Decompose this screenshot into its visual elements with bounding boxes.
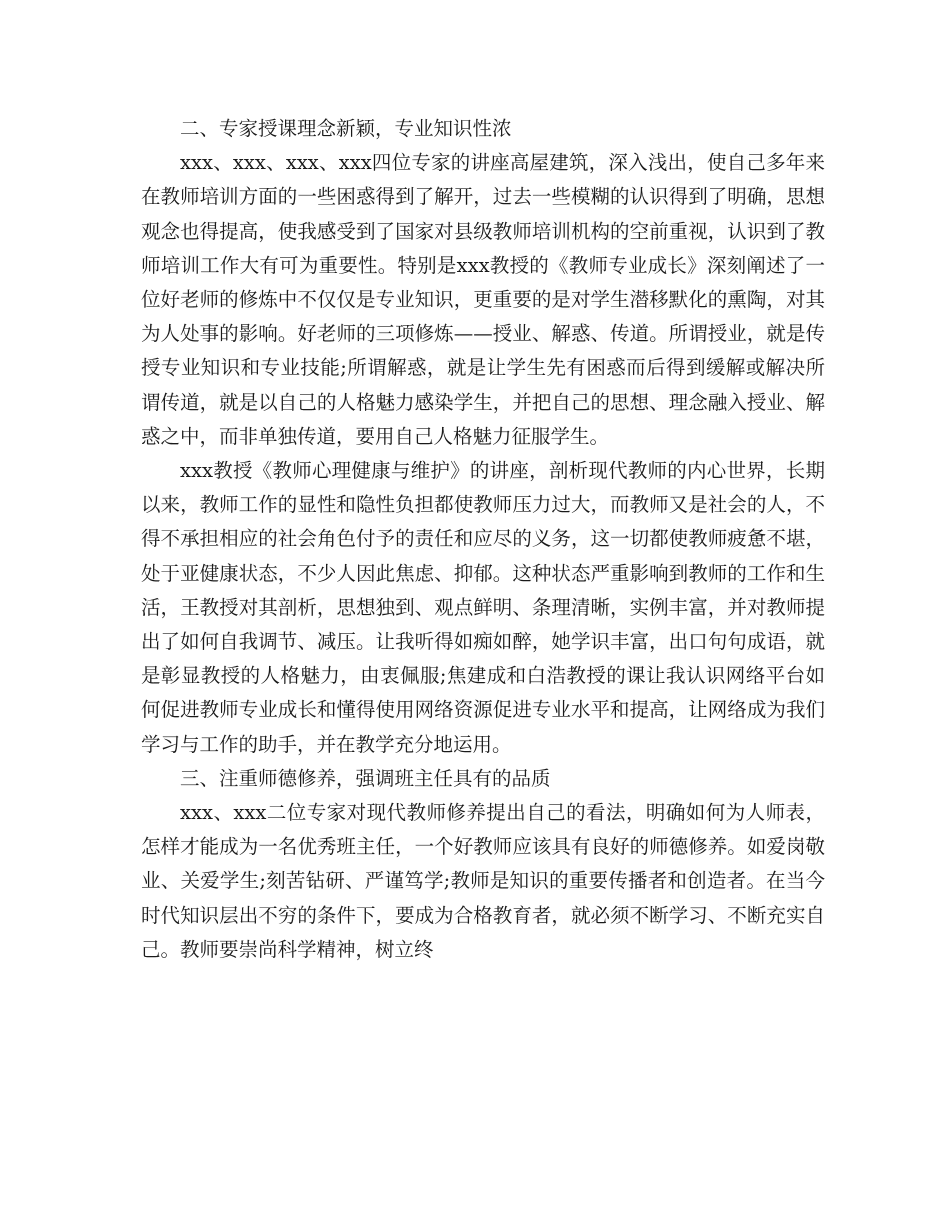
- document-body: [141, 112, 825, 967]
- paragraph-teacher-ethics: xxx、xxx二位专家对现代教师修养提出自己的看法，明确如何为人师表，怎样才能成为一名优秀班主任，一个好教师应该具有良好的师德修养。如爱岗敬业、关爱学生;刻苦钻研、严谨笃学;教师是知识的重要传播者和创造者。在当今时代知识层出不穷的条件下，要成为合格教育者，就必须不断学习、不断充实自己。教师要崇尚科学精神，树立终: [141, 801, 825, 961]
- paragraph-expert-lectures: xxx、xxx、xxx、xxx四位专家的讲座高屋建筑，深入浅出，使自己多年来在教师培训方面的一些困惑得到了解开，过去一些模糊的认识得到了明确，思想观念也得提高，使我感受到了国家对县级教师培训机构的空前重视，认识到了教师培训工作大有可为重要性。特别是xxx教授的《教师专业成长》深刻阐述了一位好老师的修炼中不仅仅是专业知识，更重要的是对学生潜移默化的熏陶，对其为人处事的影响。好老师的三项修炼——授业、解惑、传道。所谓授业，就是传授专业知识和专业技能;所谓解惑，就是让学生先有困惑而后得到缓解或解决所谓传道，就是以自己的人格魅力感染学生，并把自己的思想、理念融入授业、解惑之中，而非单独传道，要用自己人格魅力征服学生。: [141, 151, 825, 448]
- section-heading-3: 三、注重师德修养，强调班主任具有的品质: [180, 766, 551, 790]
- section-heading-2: 二、专家授课理念新颖，专业知识性浓: [180, 117, 512, 140]
- paragraph-mental-health: xxx教授《教师心理健康与维护》的讲座，剖析现代教师的内心世界，长期以来，教师工作的显性和隐性负担都使教师压力过大，而教师又是社会的人，不得不承担相应的社会角色付予的责任和应尽的义务，这一切都使教师疲惫不堪，处于亚健康状态，不少人因此焦虑、抑郁。这种状态严重影响到教师的工作和生活，王教授对其剖析，思想独到、观点鲜明、条理清晰，实例丰富，并对教师提出了如何自我调节、减压。让我听得如痴如醉，她学识丰富，出口句句成语，就是彰显教授的人格魅力，由衷佩服;焦建成和白浩教授的课让我认识网络平台如何促进教师专业成长和懂得使用网络资源促进专业水平和提高，让网络成为我们学习与工作的助手，并在教学充分地运用。: [141, 459, 825, 756]
